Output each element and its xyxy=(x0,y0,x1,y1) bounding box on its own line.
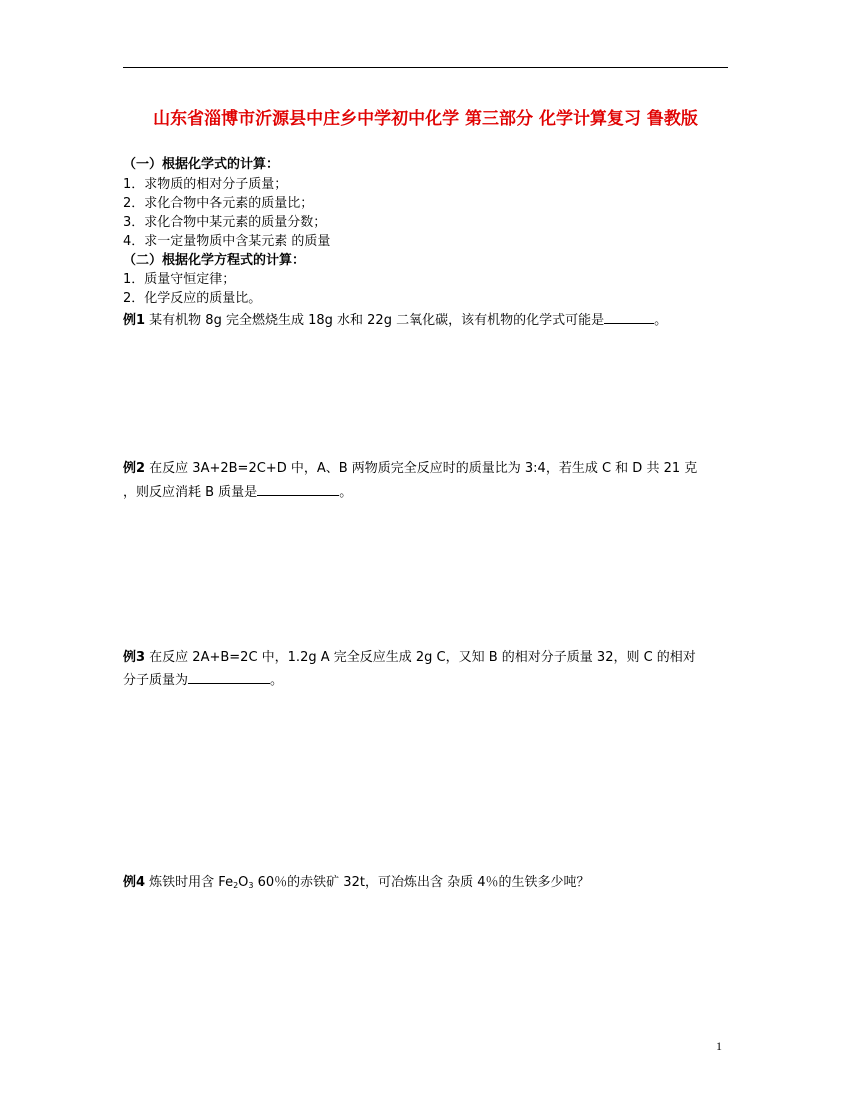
section1-item-2: 2．求化合物中各元素的质量比； xyxy=(123,196,314,211)
example-1-label: 例1 xyxy=(123,313,146,328)
section1-heading: （一）根据化学式的计算： xyxy=(123,157,280,172)
example-3-line-2 xyxy=(123,670,283,690)
example-3-text-2: 分子质量为 xyxy=(123,673,189,688)
example-2-line-1 xyxy=(123,459,697,478)
example-2-text-1: 在反应 3A+2B=2C+D 中，A、B 两物质完全反应时的质量比为 3:4，若生成 C 和 D 共 21 克 xyxy=(145,461,698,476)
example-1-answer-blank[interactable] xyxy=(604,310,654,324)
example-2-end: 。 xyxy=(339,485,353,500)
section2-item-2: 2．化学反应的质量比。 xyxy=(123,291,262,306)
section1-item-4: 4．求一定量物质中含某元素 的质量 xyxy=(123,234,331,249)
page-title: 山东省淄博市沂源县中庄乡中学初中化学 第三部分 化学计算复习 鲁教版 xyxy=(153,109,698,129)
page-number: 1 xyxy=(716,1039,722,1053)
example-4 xyxy=(123,873,589,895)
example-3-line-1 xyxy=(123,648,696,667)
section2-heading: （二）根据化学方程式的计算： xyxy=(123,253,306,268)
example-3-label: 例3 xyxy=(123,650,146,665)
example-2-answer-blank[interactable] xyxy=(257,482,339,496)
example-2-text-2: ，则反应消耗 B 质量是 xyxy=(123,485,258,500)
example-4-label: 例4 xyxy=(123,875,146,890)
header-rule xyxy=(123,67,728,68)
section1-item-3: 3．求化合物中某元素的质量分数； xyxy=(123,215,327,230)
example-1-text: 某有机物 8g 完全燃烧生成 18g 水和 22g 二氧化碳，该有机物的化学式可能是 xyxy=(145,313,605,328)
example-4-sub-2: 3 xyxy=(248,881,254,890)
example-4-text-2: 60％的赤铁矿 32t，可冶炼出含 杂质 4％的生铁多少吨？ xyxy=(253,875,590,890)
example-4-text-1: 炼铁时用含 Fe xyxy=(145,875,234,890)
example-1 xyxy=(123,310,667,330)
example-1-end: 。 xyxy=(654,313,668,328)
section2-item-1: 1．质量守恒定律； xyxy=(123,272,236,287)
example-3-end: 。 xyxy=(270,673,284,688)
example-4-sub-1: 2 xyxy=(233,881,239,890)
example-2-line-2 xyxy=(123,482,352,502)
section1-item-1: 1．求物质的相对分子质量； xyxy=(123,177,288,192)
example-3-answer-blank[interactable] xyxy=(188,670,270,684)
example-4-text-mid: O xyxy=(238,875,249,890)
example-2-label: 例2 xyxy=(123,461,146,476)
example-3-text-1: 在反应 2A+B=2C 中，1.2g A 完全反应生成 2g C，又知 B 的相对分子质量 32，则 C 的相对 xyxy=(145,650,696,665)
